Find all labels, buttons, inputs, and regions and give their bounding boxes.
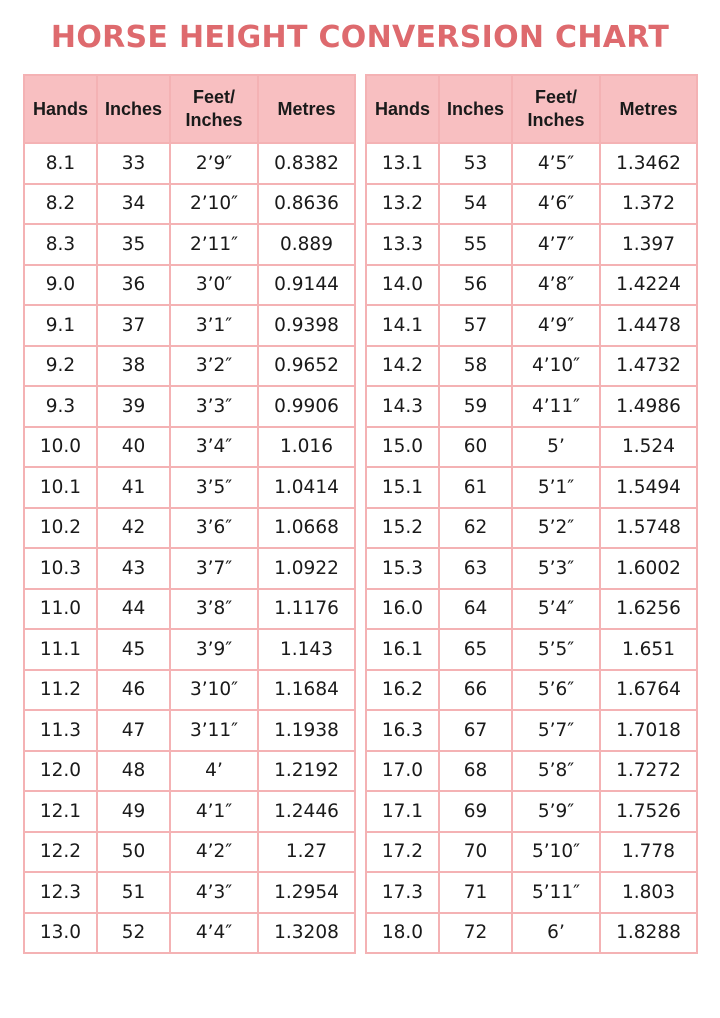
column-header-feet-inches <box>170 75 258 143</box>
cell-hands: 16.1 <box>366 629 439 670</box>
table-row <box>24 670 355 711</box>
cell-metres: 0.9144 <box>258 265 355 306</box>
cell-inches: 39 <box>97 386 170 427</box>
cell-metres: 1.6256 <box>600 589 697 630</box>
table-row <box>366 265 697 306</box>
cell-hands: 14.2 <box>366 346 439 387</box>
column-header-feet-inches <box>512 75 600 143</box>
cell-hands: 12.1 <box>24 791 97 832</box>
cell-metres: 1.0414 <box>258 467 355 508</box>
cell-feet-inches: 3’2″ <box>170 346 258 387</box>
cell-feet-inches: 4’3″ <box>170 872 258 913</box>
cell-hands: 10.1 <box>24 467 97 508</box>
cell-hands: 17.1 <box>366 791 439 832</box>
cell-inches: 69 <box>439 791 512 832</box>
cell-feet-inches: 4’ <box>170 751 258 792</box>
cell-inches: 35 <box>97 224 170 265</box>
cell-feet-inches: 5’ <box>512 427 600 468</box>
cell-feet-inches: 2’9″ <box>170 143 258 184</box>
page-title: HORSE HEIGHT CONVERSION CHART <box>50 20 670 55</box>
cell-hands: 12.3 <box>24 872 97 913</box>
cell-feet-inches: 3’0″ <box>170 265 258 306</box>
table-row <box>366 467 697 508</box>
cell-inches: 51 <box>97 872 170 913</box>
table-row <box>24 305 355 346</box>
cell-hands: 14.0 <box>366 265 439 306</box>
cell-hands: 11.1 <box>24 629 97 670</box>
cell-inches: 36 <box>97 265 170 306</box>
cell-feet-inches: 2’10″ <box>170 184 258 225</box>
cell-metres: 1.4732 <box>600 346 697 387</box>
cell-metres: 1.2446 <box>258 791 355 832</box>
cell-metres: 1.016 <box>258 427 355 468</box>
table-row <box>24 872 355 913</box>
column-header-metres: Metres <box>258 75 355 143</box>
cell-inches: 70 <box>439 832 512 873</box>
cell-metres: 1.651 <box>600 629 697 670</box>
cell-feet-inches: 4’2″ <box>170 832 258 873</box>
column-header-metres: Metres <box>600 75 697 143</box>
cell-inches: 63 <box>439 548 512 589</box>
cell-inches: 58 <box>439 346 512 387</box>
conversion-table-right <box>365 74 698 954</box>
cell-metres: 1.0668 <box>258 508 355 549</box>
cell-feet-inches: 4’7″ <box>512 224 600 265</box>
table-row <box>366 305 697 346</box>
cell-feet-inches: 4’6″ <box>512 184 600 225</box>
cell-metres: 0.8382 <box>258 143 355 184</box>
cell-inches: 33 <box>97 143 170 184</box>
cell-feet-inches: 5’6″ <box>512 670 600 711</box>
cell-inches: 49 <box>97 791 170 832</box>
cell-metres: 1.7018 <box>600 710 697 751</box>
cell-inches: 62 <box>439 508 512 549</box>
table-row <box>24 265 355 306</box>
table-row <box>366 508 697 549</box>
table-row <box>24 184 355 225</box>
cell-hands: 10.2 <box>24 508 97 549</box>
cell-hands: 15.2 <box>366 508 439 549</box>
cell-metres: 1.7526 <box>600 791 697 832</box>
table-row <box>366 751 697 792</box>
table-row <box>366 589 697 630</box>
cell-inches: 44 <box>97 589 170 630</box>
cell-metres: 1.8288 <box>600 913 697 954</box>
cell-feet-inches: 3’7″ <box>170 548 258 589</box>
table-row <box>24 913 355 954</box>
cell-metres: 1.5494 <box>600 467 697 508</box>
cell-feet-inches: 4’10″ <box>512 346 600 387</box>
table-row <box>24 508 355 549</box>
cell-feet-inches: 5’7″ <box>512 710 600 751</box>
cell-metres: 1.803 <box>600 872 697 913</box>
cell-metres: 0.9906 <box>258 386 355 427</box>
table-row <box>24 386 355 427</box>
table-row <box>366 832 697 873</box>
table-row <box>24 710 355 751</box>
cell-metres: 1.1684 <box>258 670 355 711</box>
cell-inches: 68 <box>439 751 512 792</box>
table-row <box>366 548 697 589</box>
cell-metres: 1.1938 <box>258 710 355 751</box>
cell-feet-inches: 3’6″ <box>170 508 258 549</box>
table-row <box>366 143 697 184</box>
cell-hands: 10.0 <box>24 427 97 468</box>
cell-feet-inches: 4’8″ <box>512 265 600 306</box>
table-body-right <box>366 143 697 953</box>
cell-hands: 11.0 <box>24 589 97 630</box>
cell-metres: 1.5748 <box>600 508 697 549</box>
cell-feet-inches: 4’9″ <box>512 305 600 346</box>
cell-hands: 13.0 <box>24 913 97 954</box>
table-body-left <box>24 143 355 953</box>
cell-metres: 1.4224 <box>600 265 697 306</box>
cell-feet-inches: 5’5″ <box>512 629 600 670</box>
table-row <box>366 913 697 954</box>
table-row <box>24 791 355 832</box>
cell-metres: 0.9652 <box>258 346 355 387</box>
cell-inches: 52 <box>97 913 170 954</box>
table-row <box>24 346 355 387</box>
table-row <box>366 224 697 265</box>
table-row <box>366 872 697 913</box>
cell-feet-inches: 2’11″ <box>170 224 258 265</box>
cell-feet-inches: 3’9″ <box>170 629 258 670</box>
cell-inches: 67 <box>439 710 512 751</box>
cell-hands: 16.0 <box>366 589 439 630</box>
cell-hands: 9.0 <box>24 265 97 306</box>
cell-metres: 1.2192 <box>258 751 355 792</box>
column-header-feet-inches-label: Feet/ Inches <box>527 87 585 130</box>
cell-metres: 1.7272 <box>600 751 697 792</box>
table-header-row <box>366 75 697 143</box>
cell-feet-inches: 5’11″ <box>512 872 600 913</box>
cell-feet-inches: 3’10″ <box>170 670 258 711</box>
cell-hands: 8.1 <box>24 143 97 184</box>
cell-feet-inches: 3’4″ <box>170 427 258 468</box>
cell-hands: 14.1 <box>366 305 439 346</box>
column-header-inches: Inches <box>97 75 170 143</box>
cell-hands: 12.0 <box>24 751 97 792</box>
table-row <box>24 548 355 589</box>
cell-metres: 0.9398 <box>258 305 355 346</box>
cell-feet-inches: 3’3″ <box>170 386 258 427</box>
cell-inches: 66 <box>439 670 512 711</box>
cell-metres: 0.8636 <box>258 184 355 225</box>
cell-hands: 10.3 <box>24 548 97 589</box>
cell-feet-inches: 4’4″ <box>170 913 258 954</box>
table-row <box>366 710 697 751</box>
table-row <box>366 346 697 387</box>
cell-inches: 56 <box>439 265 512 306</box>
cell-hands: 9.1 <box>24 305 97 346</box>
cell-feet-inches: 5’9″ <box>512 791 600 832</box>
cell-feet-inches: 4’11″ <box>512 386 600 427</box>
cell-inches: 55 <box>439 224 512 265</box>
table-row <box>24 143 355 184</box>
cell-hands: 16.3 <box>366 710 439 751</box>
cell-feet-inches: 4’1″ <box>170 791 258 832</box>
column-header-hands: Hands <box>24 75 97 143</box>
table-row <box>366 386 697 427</box>
cell-inches: 57 <box>439 305 512 346</box>
column-header-inches: Inches <box>439 75 512 143</box>
cell-inches: 50 <box>97 832 170 873</box>
cell-hands: 17.0 <box>366 751 439 792</box>
cell-metres: 1.0922 <box>258 548 355 589</box>
cell-hands: 15.3 <box>366 548 439 589</box>
cell-metres: 1.4986 <box>600 386 697 427</box>
cell-feet-inches: 3’11″ <box>170 710 258 751</box>
cell-inches: 38 <box>97 346 170 387</box>
cell-metres: 1.778 <box>600 832 697 873</box>
cell-inches: 71 <box>439 872 512 913</box>
cell-hands: 15.0 <box>366 427 439 468</box>
cell-hands: 17.2 <box>366 832 439 873</box>
cell-hands: 9.2 <box>24 346 97 387</box>
table-row <box>366 791 697 832</box>
cell-hands: 9.3 <box>24 386 97 427</box>
cell-hands: 14.3 <box>366 386 439 427</box>
cell-metres: 1.27 <box>258 832 355 873</box>
table-row <box>366 629 697 670</box>
cell-metres: 1.397 <box>600 224 697 265</box>
cell-inches: 34 <box>97 184 170 225</box>
cell-feet-inches: 5’4″ <box>512 589 600 630</box>
cell-metres: 0.889 <box>258 224 355 265</box>
cell-inches: 42 <box>97 508 170 549</box>
cell-metres: 1.6002 <box>600 548 697 589</box>
cell-feet-inches: 3’8″ <box>170 589 258 630</box>
cell-hands: 11.2 <box>24 670 97 711</box>
column-header-hands: Hands <box>366 75 439 143</box>
cell-hands: 8.3 <box>24 224 97 265</box>
cell-inches: 64 <box>439 589 512 630</box>
table-row <box>24 224 355 265</box>
cell-metres: 1.4478 <box>600 305 697 346</box>
cell-hands: 16.2 <box>366 670 439 711</box>
cell-hands: 18.0 <box>366 913 439 954</box>
cell-inches: 43 <box>97 548 170 589</box>
table-row <box>24 467 355 508</box>
cell-inches: 40 <box>97 427 170 468</box>
cell-inches: 37 <box>97 305 170 346</box>
cell-inches: 65 <box>439 629 512 670</box>
cell-metres: 1.1176 <box>258 589 355 630</box>
cell-hands: 12.2 <box>24 832 97 873</box>
cell-metres: 1.3462 <box>600 143 697 184</box>
cell-inches: 48 <box>97 751 170 792</box>
column-header-feet-inches-label: Feet/ Inches <box>185 87 243 130</box>
table-row <box>24 589 355 630</box>
conversion-table-left <box>23 74 356 954</box>
cell-hands: 13.3 <box>366 224 439 265</box>
cell-inches: 47 <box>97 710 170 751</box>
table-row <box>366 184 697 225</box>
cell-inches: 54 <box>439 184 512 225</box>
cell-feet-inches: 3’5″ <box>170 467 258 508</box>
cell-metres: 1.372 <box>600 184 697 225</box>
cell-hands: 15.1 <box>366 467 439 508</box>
cell-feet-inches: 5’3″ <box>512 548 600 589</box>
cell-feet-inches: 6’ <box>512 913 600 954</box>
cell-inches: 61 <box>439 467 512 508</box>
table-row <box>24 427 355 468</box>
table-row <box>24 832 355 873</box>
cell-metres: 1.6764 <box>600 670 697 711</box>
table-row <box>366 427 697 468</box>
table-row <box>24 751 355 792</box>
table-row <box>366 670 697 711</box>
cell-inches: 46 <box>97 670 170 711</box>
table-row <box>24 629 355 670</box>
cell-feet-inches: 5’10″ <box>512 832 600 873</box>
cell-hands: 17.3 <box>366 872 439 913</box>
table-header-row <box>24 75 355 143</box>
cell-feet-inches: 5’1″ <box>512 467 600 508</box>
cell-feet-inches: 3’1″ <box>170 305 258 346</box>
cell-inches: 72 <box>439 913 512 954</box>
cell-hands: 8.2 <box>24 184 97 225</box>
cell-feet-inches: 4’5″ <box>512 143 600 184</box>
cell-metres: 1.524 <box>600 427 697 468</box>
cell-feet-inches: 5’8″ <box>512 751 600 792</box>
cell-inches: 53 <box>439 143 512 184</box>
cell-inches: 45 <box>97 629 170 670</box>
cell-hands: 13.1 <box>366 143 439 184</box>
cell-inches: 59 <box>439 386 512 427</box>
cell-inches: 41 <box>97 467 170 508</box>
cell-metres: 1.3208 <box>258 913 355 954</box>
cell-hands: 11.3 <box>24 710 97 751</box>
cell-feet-inches: 5’2″ <box>512 508 600 549</box>
cell-hands: 13.2 <box>366 184 439 225</box>
cell-metres: 1.2954 <box>258 872 355 913</box>
cell-metres: 1.143 <box>258 629 355 670</box>
cell-inches: 60 <box>439 427 512 468</box>
